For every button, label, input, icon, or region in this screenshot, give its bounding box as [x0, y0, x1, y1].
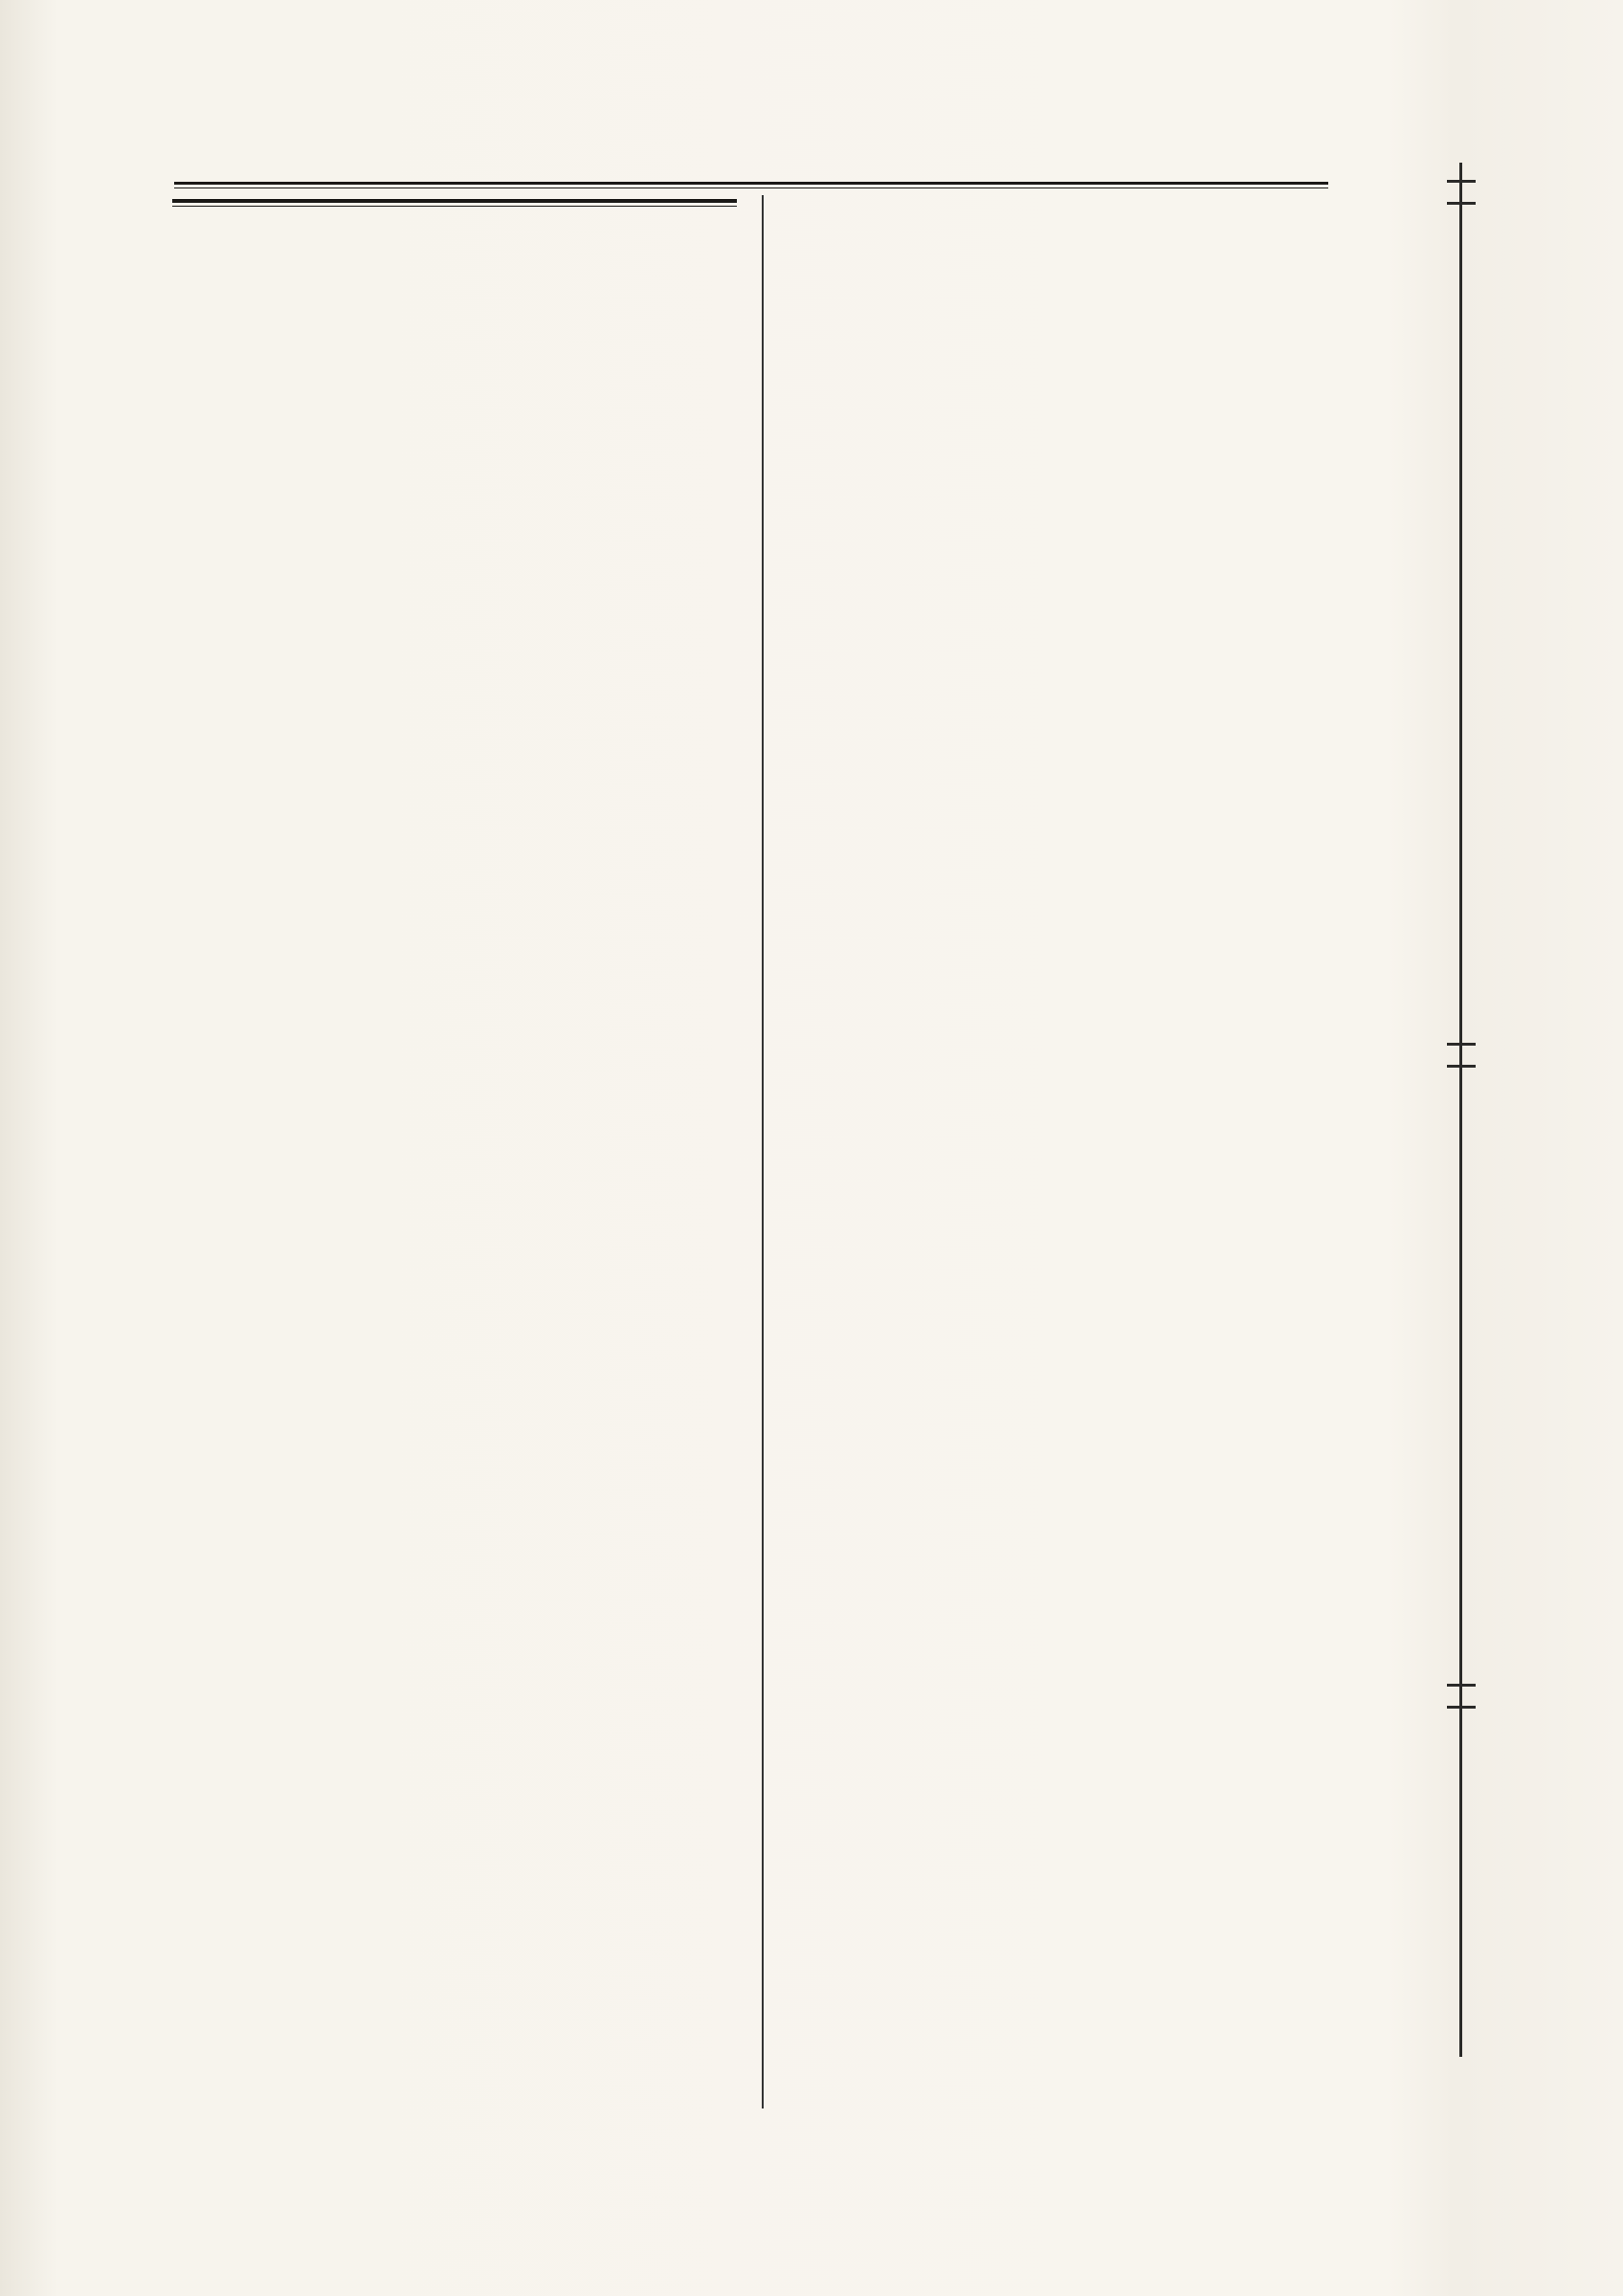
spine-band	[1447, 1043, 1476, 1068]
page-header	[172, 126, 1330, 180]
header-rule	[174, 182, 1328, 185]
advertisement	[172, 199, 737, 230]
ad-rule	[172, 199, 737, 207]
spine-band	[1447, 1684, 1476, 1709]
left-column	[172, 191, 737, 230]
column-divider	[762, 195, 764, 2108]
book-spine	[1459, 163, 1462, 2057]
spine-band	[1447, 180, 1476, 205]
